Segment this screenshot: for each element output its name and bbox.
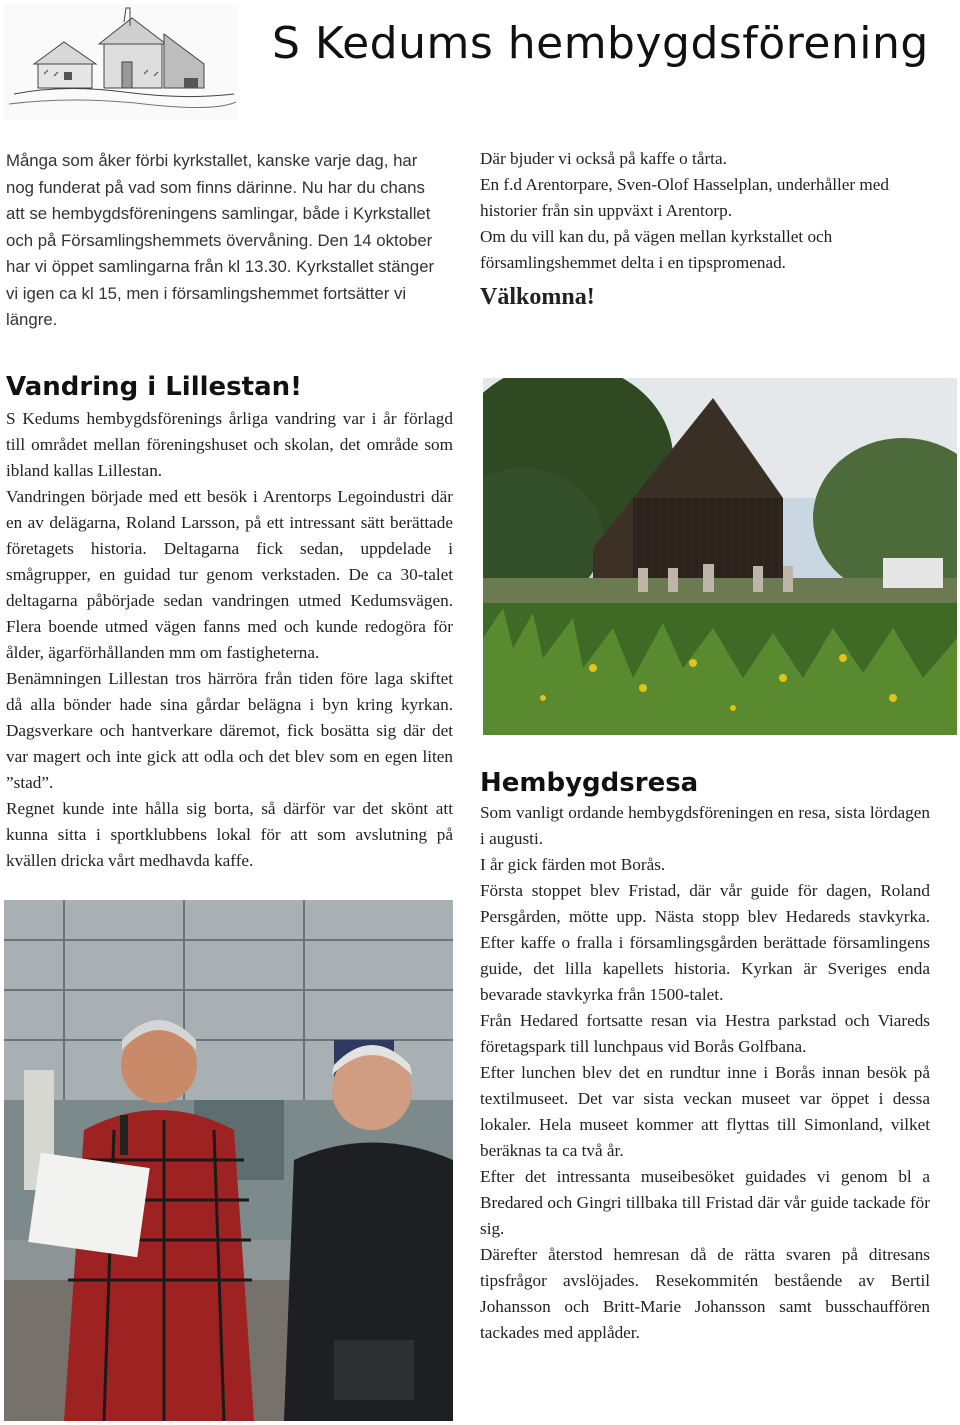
intro-paragraph: Många som åker förbi kyrkstallet, kanske varje dag, har nog funderat på vad som finns därinne. Nu har du chans att se hembygdsföreningens samlingar, både i Kyrkstallet och på Församlingshemmets övervåning. Den 14 oktober har vi öppet samlingarna från kl 13.30. Kyrkstallet stänger vi igen ca kl 15, men i församlingshemmet fortsätter vi längre.	[6, 151, 435, 329]
walk-section	[6, 372, 453, 874]
trip-paragraph: Som vanligt ordande hembygdsföreningen en resa, sista lördagen i augusti.	[480, 803, 930, 848]
trip-paragraph: Efter lunchen blev det en rundtur inne i Borås innan besök på textilmuseet. Det var sista veckan museet var öppet i dessa lokaler. Hela museet kommer att flyttas till Simonland, vilket beräknas ta ca två år.	[480, 1063, 930, 1160]
trip-paragraph: I år gick färden mot Borås.	[480, 855, 666, 874]
trip-paragraph: Efter det intressanta museibesöket guidades vi genom bl a Bredared och Gingri tillbaka till Fristad där vår guide tackade för sig.	[480, 1167, 930, 1238]
welcome-text: Välkomna!	[480, 284, 595, 310]
trip-paragraph: Från Hedared fortsatte resan via Hestra parkstad och Viareds företagspark till lunchpaus vid Borås Golfbana.	[480, 1011, 930, 1056]
trip-heading: Hembygdsresa	[480, 768, 699, 798]
walk-paragraph: S Kedums hembygdsförenings årliga vandring var i år förlagd till området mellan föreningshuset och skolan, det område som ibland kallas Lillestan.	[6, 409, 453, 480]
trip-section	[480, 768, 930, 1346]
factory-photo	[4, 900, 453, 1421]
walk-heading: Vandring i Lillestan!	[6, 372, 302, 402]
logo-sketch	[4, 4, 238, 120]
trip-paragraph: Första stoppet blev Fristad, där vår guide för dagen, Roland Persgården, mötte upp. Nästa stopp blev Hedareds stavkyrka. Efter kaffe o fralla i församlingsgården berättade församlingens guide, det lilla kapellets historia. Kyrkan är Sveriges enda bevarade stavkyrka från 1500-talet.	[480, 881, 930, 1004]
intro-paragraph: Där bjuder vi också på kaffe o tårta.	[480, 149, 727, 168]
page-title: S Kedums hembygdsförening	[272, 18, 929, 69]
walk-paragraph: Regnet kunde inte hålla sig borta, så därför var det skönt att kunna sitta i sportklubbens lokal för att som avslutning på kvällen dricka vårt medhavda kaffe.	[6, 799, 453, 870]
walk-paragraph: Vandringen började med ett besök i Arentorps Legoindustri där en av delägarna, Roland Larsson, på ett intressant sätt berättade företagets historia. Deltagarna fick sedan, uppdelade i smågrupper, en guidad tur genom verkstaden. De ca 30-talet deltagarna påbörjade sedan vandringen utmed Kedumsvägen. Flera boende utmed vägen fanns med och kunde redogöra för ålder, ägarförhållanden mm om fastigheterna.	[6, 487, 453, 662]
trip-paragraph: Därefter återstod hemresan då de rätta svaren på ditresans tipsfrågor avslöjades. Resekommitén bestående av Bertil Johansson och Britt-Marie Johansson samt busschauffören tackades med applåder.	[480, 1245, 930, 1342]
intro-left	[6, 148, 446, 334]
intro-paragraph: En f.d Arentorpare, Sven-Olof Hasselplan, underhåller med historier från sin uppväxt i Arentorp.	[480, 175, 890, 220]
church-photo	[483, 378, 957, 735]
intro-paragraph: Om du vill kan du, på vägen mellan kyrkstallet och församlingshemmet delta i en tipspromenad.	[480, 227, 833, 272]
intro-right	[480, 146, 940, 312]
walk-paragraph: Benämningen Lillestan tros härröra från tiden före laga skiftet då alla bönder hade sina gårdar belägna i byn kring kyrkan. Dagsverkare och hantverkare däremot, fick bosätta sig där det var magert och inte gick att odla och det blev som en egen liten ”stad”.	[6, 669, 453, 792]
